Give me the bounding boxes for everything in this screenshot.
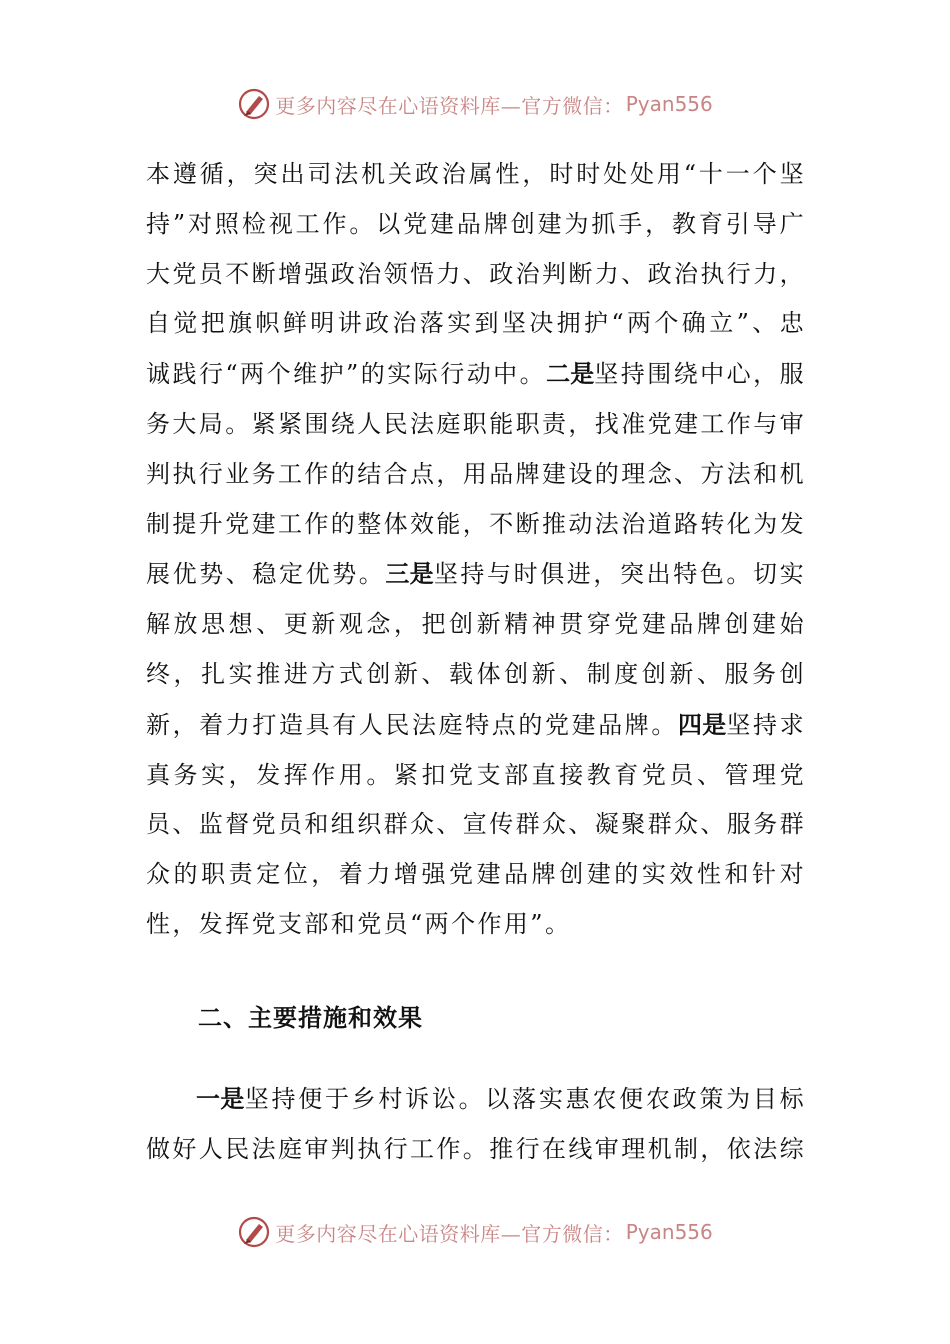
bold-marker: 三是 (385, 559, 434, 589)
watermark-wechat-id: Pyan556 (625, 1220, 713, 1244)
pen-circle-logo-icon (237, 87, 271, 121)
pen-circle-logo-icon (237, 1215, 271, 1249)
text-run: 坚持求真务实，发挥作用。紧扣党支部直接教育党员、管理党员、监督党员和组织群众、宣传群众、凝聚群众、服务群众的职责定位，着力增强党建品牌创建的实效性和针对性，发挥党支部和党员“两个作用”。 (146, 710, 807, 938)
section-heading: 二、主要措施和效果 (198, 1003, 423, 1032)
document-body (146, 150, 806, 1174)
bold-marker: 四是 (678, 709, 727, 739)
watermark-header (0, 84, 950, 124)
paragraph-measures (146, 1074, 806, 1175)
watermark-wechat-id: Pyan556 (625, 92, 713, 116)
watermark-footer (0, 1212, 950, 1252)
watermark-text: 更多内容尽在心语资料库—官方微信： (275, 1221, 624, 1246)
text-run: 坚持与时俱进，突出特色。切实解放思想、更新观念，把创新精神贯穿党建品牌创建始终，扎实推进方式创新、载体创新、制度创新、服务创新，着力打造具有人民法庭特点的党建品牌。 (146, 560, 807, 739)
text-run: 本遵循，突出司法机关政治属性，时时处处用“十一个坚持”对照检视工作。以党建品牌创建为抓手，教育引导广大党员不断增强政治领悟力、政治判断力、政治执行力，自觉把旗帜鲜明讲政治落实到坚决拥护“两个确立”、忠诚践行“两个维护”的实际行动中。 (146, 160, 806, 389)
bold-marker: 二是 (546, 359, 595, 389)
paragraph-principles (146, 150, 806, 950)
bold-marker: 一是 (196, 1083, 245, 1113)
text-run: 坚持围绕中心，服务大局。紧紧围绕人民法庭职能职责，找准党建工作与审判执行业务工作的结合点，用品牌建设的理念、方法和机制提升党建工作的整体效能，不断推动法治道路转化为发展优势、稳定优势。 (146, 360, 806, 589)
text-run: 坚持便于乡村诉讼。以落实惠农便农政策为目标做好人民法庭审判执行工作。推行在线审理机制，依法综 (146, 1084, 807, 1163)
watermark-text: 更多内容尽在心语资料库—官方微信： (275, 93, 624, 118)
